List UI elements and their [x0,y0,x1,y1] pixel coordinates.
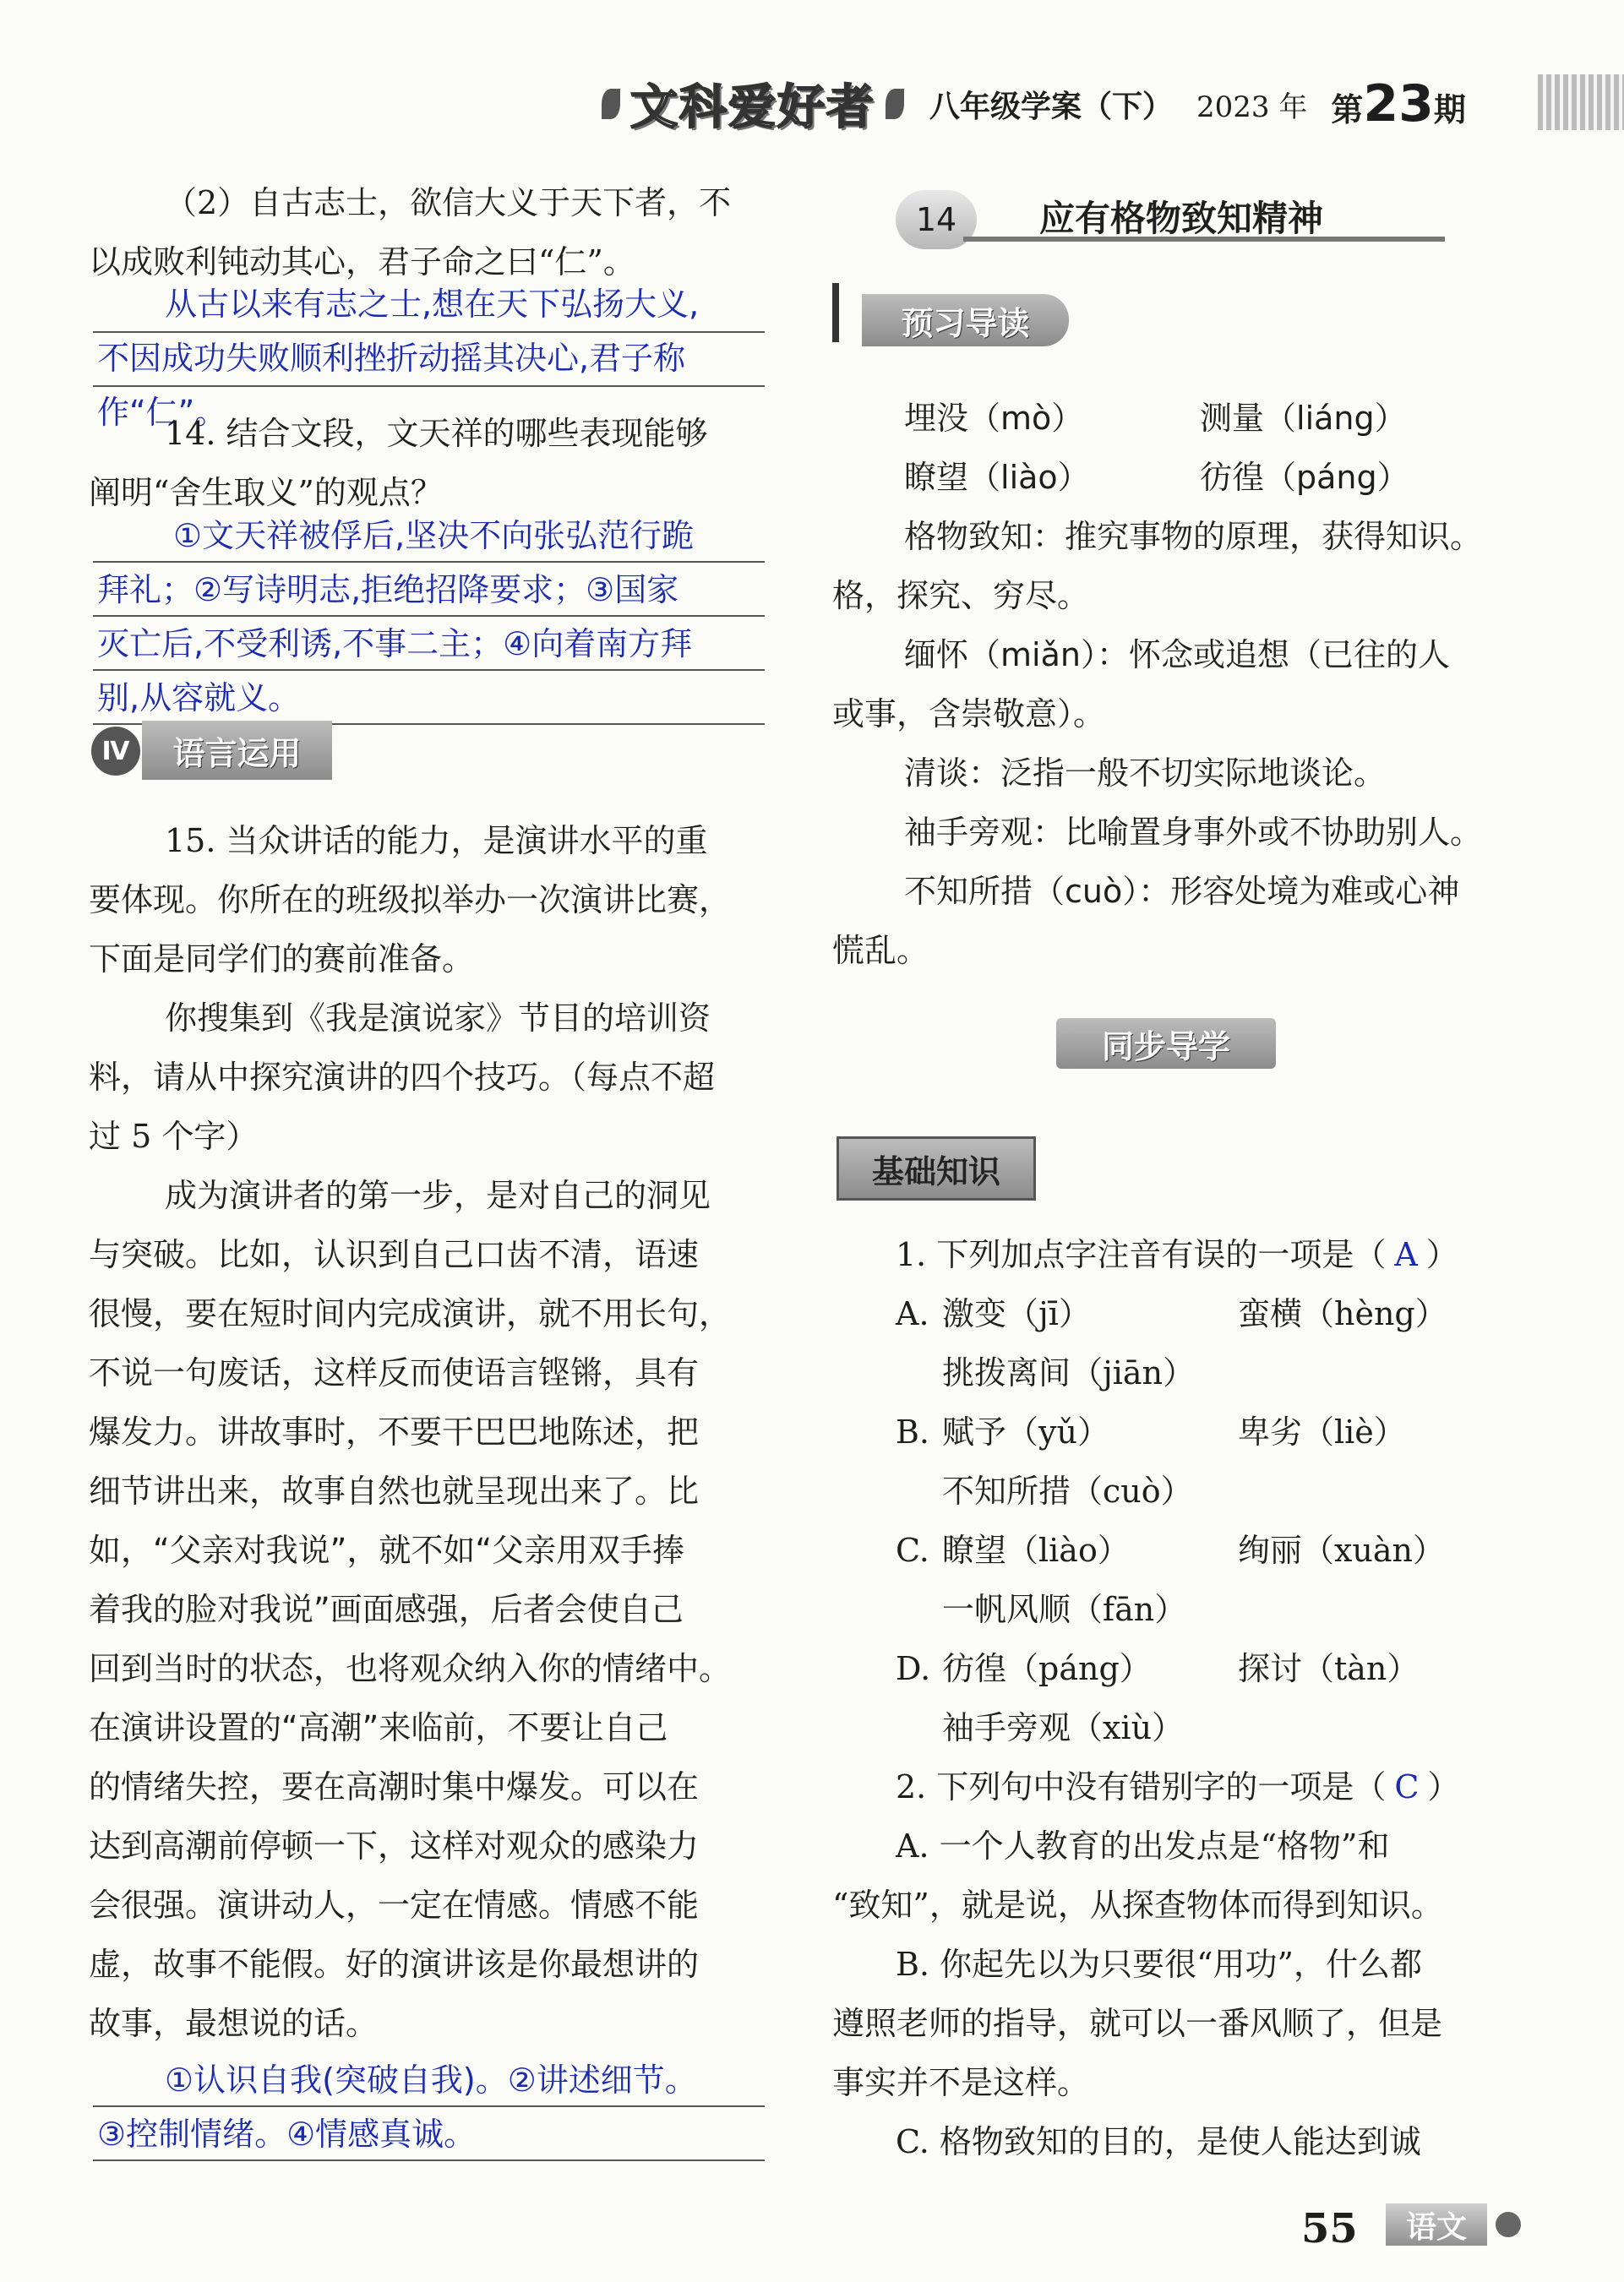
leaf-icon [602,89,620,119]
answer-line [93,2105,765,2107]
footer-dot-icon [1496,2212,1521,2237]
lesson-title: 应有格物致知精神 [1039,198,1324,239]
header-subtitle: 八年级学案（下） [929,89,1174,124]
answer-line [93,2159,765,2161]
vocab-item: 彷徨（páng） [1200,459,1409,496]
section-title-preview: 预习导读 [862,294,1069,346]
answer-13-2: 从古以来有志之士,想在天下弘扬大义, 不因成功失败顺利挫折动摇其决心,君子称 作“仁”。 [97,286,700,431]
answer-line [93,669,765,671]
option-a: A. 激变（jī） 蛮横（hèng） [896,1295,1447,1332]
question-14: 14. 结合文段，文天祥的哪些表现能够 阐明“舍生取义”的观点？ [89,415,708,511]
option-c: C. 瞭望（liào） 绚丽（xuàn） [896,1532,1446,1569]
definitions: 格物致知：推究事物的原理，获得知识。 格，探究、穷尽。 缅怀（miǎn）：怀念或追想（已往的人 或事，含崇敬意）。 清谈：泛指一般不切实际地谈论。 袖手旁观：比喻置身事外或不协助别人。 不知所措（cuò）：形容处境为难或心神 慌乱。 [832,518,1483,969]
answer-line [93,331,765,333]
question-15-sub: 你搜集到《我是演说家》节目的培训资 料，请从中探究演讲的四个技巧。（每点不超 过 5 个字） [89,999,716,1155]
section-badge: Ⅳ [91,727,140,776]
page-header [591,66,1466,142]
preview-marker-icon [832,283,864,342]
vocab-item: 测量（liáng） [1200,400,1407,437]
answer-line [93,615,765,617]
vocab-grid [904,389,1597,507]
question-1-options: A. 激变（jī） 蛮横（hèng） 挑拨离间（jiān） B. 赋予（yǔ） 卑劣（liè） 不知所措（cuò） C. 瞭望（liào） 绚丽（xuàn） 一帆风顺（fān） D. 彷徨（páng） 探讨（tàn） 袖手旁观（xiù） [896,1284,1605,1757]
answer-2: C [1394,1768,1420,1805]
answer-1: A [1394,1236,1418,1273]
answer-15: ①认识自我(突破自我)。②讲述细节。 ③控制情绪。④情感真诚。 [97,2061,697,2153]
question-1: 1. 下列加点字注音有误的一项是（ A ） [896,1236,1458,1273]
option-b: B. 赋予（yǔ） 卑劣（liè） [896,1413,1406,1451]
question-15: 15. 当众讲话的能力，是演讲水平的重 要体现。你所在的班级拟举办一次演讲比赛， 下面是同学们的赛前准备。 [89,822,732,978]
header-decoration [1538,74,1624,130]
header-year: 2023 年 [1196,90,1308,124]
answer-14: ①文天祥被俘后,坚决不向张弘范行跪 拜礼；②写诗明志,拒绝招降要求；③国家 灭亡后,不受利诱,不事二主；④向着南方拜 别,从容就义。 [97,517,695,716]
answer-line [93,561,765,563]
option-d: D. 彷徨（páng） 探讨（tàn） [896,1650,1420,1687]
vocab-item: 瞭望（liào） [904,459,1090,496]
lesson-number: 14 [896,190,977,249]
subject-tab: 语文 [1386,2203,1487,2246]
page-number: 55 [1301,2205,1358,2252]
reading-material: 成为演讲者的第一步，是对自己的洞见 与突破。比如，认识到自己口齿不清，语速 很慢，要在短时间内完成演讲，就不用长句， 不说一句废话，这样反而使语言铿锵，具有 爆发力。讲故事时，不要干巴巴地陈述，把 细节讲出来，故事自然也就呈现出来了。比 如，“父亲对我说”，就不如“父亲用双手捧 着我的脸对我说”画面感强，后者会使自己 回到当时的状态，也将观众纳入你的情绪中。 在演讲设置的“高潮”来临前，不要让自己 的情绪失控，要在高潮时集中爆发。可以在 达到高潮前停顿一下，这样对观众的感染力 会很强。演讲动人，一定在情感。情感不能 虚，故事不能假。好的演讲该是你最想讲的 故事，最想说的话。 [89,1177,732,2042]
answer-line [93,385,765,387]
section-title-sync: 同步导学 [1056,1018,1276,1069]
question-2: 2. 下列句中没有错别字的一项是（ C ） A. 一个人教育的出发点是“格物”和 “致知”，就是说，从探查物体而得到知识。 B. 你起先以为只要很“用功”，什么都 遵照老师的指导，就可以一番风顺了，但是 事实并不是这样。 C. 格物致知的目的，是使人能达到诚 [832,1768,1460,2160]
section-title-basic: 基础知识 [837,1136,1036,1201]
question-13-2: （2）自古志士，欲信大义于天下者，不 以成败利钝动其心，君子命之曰“仁”。 [89,184,732,280]
leaf-icon [886,89,904,119]
header-issue: 第23期 [1331,74,1466,133]
brand-logo: 文科爱好者 [630,80,875,135]
section-title-language-use: 语言运用 [142,721,332,780]
vocab-item: 埋没（mò） [904,400,1084,437]
